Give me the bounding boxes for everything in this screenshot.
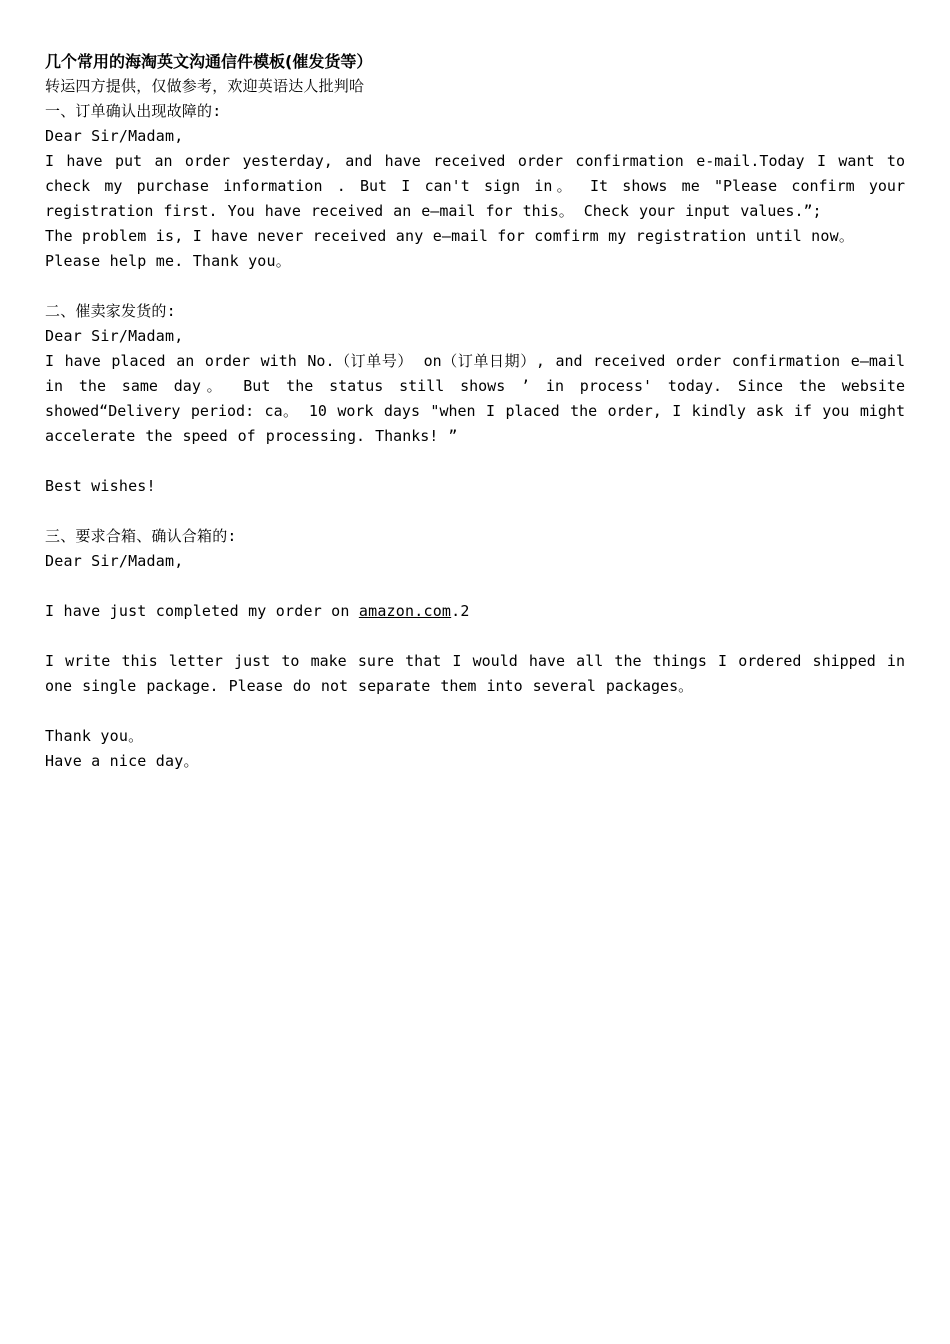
section1-heading: 一、订单确认出现故障的: <box>45 102 222 120</box>
section3-order-line <box>45 599 905 624</box>
section3-heading: 三、要求合箱、确认合箱的: <box>45 527 237 545</box>
spacer <box>45 699 905 724</box>
spacer <box>45 574 905 599</box>
amazon-link[interactable]: amazon.com <box>358 602 452 620</box>
document-page <box>45 49 905 774</box>
intro-text: 转运四方提供，仅做参考，欢迎英语达人批判哈 <box>45 77 365 95</box>
section1-body-problem: The problem is, I have never received any e—mail for comfirm my registration until now。 <box>45 227 855 245</box>
section2-greeting: Dear Sir/Madam, <box>45 327 184 345</box>
section3-closing-wish: Have a nice day。 <box>45 752 199 770</box>
section1-body-request: Please help me. Thank you。 <box>45 252 291 270</box>
section3-closing-thanks: Thank you。 <box>45 727 144 745</box>
section3-order-suffix: .2 <box>451 602 470 620</box>
section1-greeting: Dear Sir/Madam, <box>45 127 184 145</box>
section3-order-prefix: I have just completed my order on <box>45 602 359 620</box>
spacer <box>45 274 905 299</box>
section1-body-paragraph: I have put an order yesterday, and have received order confirmation e-mail.Today I want to check my purchase information . But I can't sign in。 It shows me "Please confirm your registration first. You have received an e—mail for this。 Check your input values.”; <box>45 152 905 220</box>
section2-body-paragraph: I have placed an order with No.（订单号） on（订单日期）, and received order confirmation e—mail in the same day。 But the status still shows ’ in process' today. Since the website showed“Delivery period: ca。 10 work days "when I placed the order, I kindly ask if you might accelerate the speed of processing. Thanks! ” <box>45 352 905 445</box>
spacer <box>45 449 905 474</box>
document-title: 几个常用的海淘英文沟通信件模板(催发货等） <box>45 52 373 71</box>
section2-heading: 二、催卖家发货的: <box>45 302 176 320</box>
section3-body-paragraph: I write this letter just to make sure that I would have all the things I ordered shipped in one single package. Please do not separate them into several packages。 <box>45 652 905 695</box>
section2-closing: Best wishes! <box>45 477 156 495</box>
section3-greeting: Dear Sir/Madam, <box>45 552 184 570</box>
spacer <box>45 624 905 649</box>
spacer <box>45 499 905 524</box>
